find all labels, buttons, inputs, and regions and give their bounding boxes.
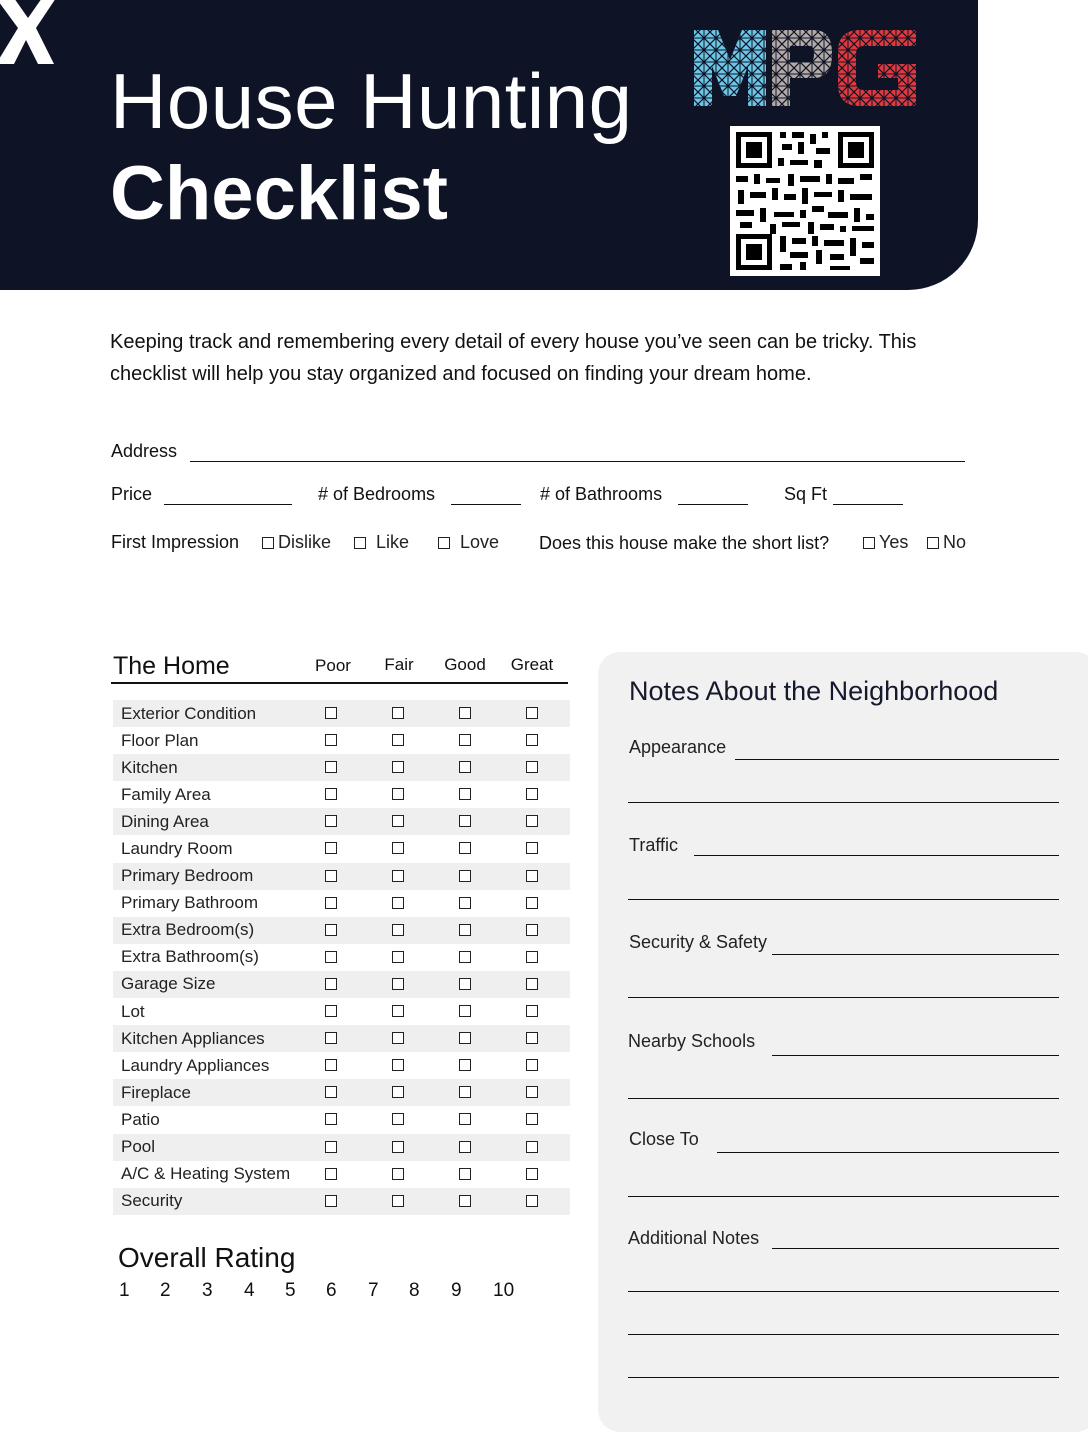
- table-row: [113, 1161, 570, 1188]
- notes-title: Notes About the Neighborhood: [629, 676, 999, 706]
- row-label: Lot: [121, 1001, 145, 1021]
- row-label: Extra Bedroom(s): [121, 920, 255, 940]
- table-row: [113, 835, 570, 862]
- good-checkbox[interactable]: [459, 1005, 471, 1017]
- bathrooms-label: # of Bathrooms: [540, 484, 663, 504]
- fair-checkbox[interactable]: [392, 1032, 404, 1044]
- great-checkbox[interactable]: [526, 924, 538, 936]
- additional-notes-line-4[interactable]: [628, 1377, 1059, 1378]
- good-checkbox[interactable]: [459, 1168, 471, 1180]
- poor-checkbox[interactable]: [325, 1113, 337, 1125]
- title-line-1: House Hunting: [110, 57, 633, 145]
- great-checkbox[interactable]: [526, 1005, 538, 1017]
- dislike-label: Dislike: [278, 532, 332, 552]
- great-checkbox[interactable]: [526, 707, 538, 719]
- fair-checkbox[interactable]: [392, 951, 404, 963]
- column-great: Great: [510, 655, 554, 674]
- good-checkbox[interactable]: [459, 1113, 471, 1125]
- qr-code: [730, 126, 880, 276]
- traffic-label: Traffic: [629, 835, 679, 855]
- poor-checkbox[interactable]: [325, 924, 337, 936]
- fair-checkbox[interactable]: [392, 734, 404, 746]
- fair-checkbox[interactable]: [392, 1195, 404, 1207]
- great-checkbox[interactable]: [526, 978, 538, 990]
- row-label: Laundry Appliances: [121, 1055, 270, 1075]
- great-checkbox[interactable]: [526, 1113, 538, 1125]
- fair-checkbox[interactable]: [392, 1005, 404, 1017]
- close-to-line-1[interactable]: [717, 1152, 1059, 1153]
- row-label: Kitchen: [121, 757, 178, 777]
- good-checkbox[interactable]: [459, 1141, 471, 1153]
- fair-checkbox[interactable]: [392, 1141, 404, 1153]
- home-section-title: The Home: [113, 652, 230, 680]
- table-row: [113, 700, 570, 727]
- additional-notes-line-1[interactable]: [772, 1248, 1059, 1249]
- rating-5[interactable]: 5: [285, 1280, 296, 1301]
- mpg-logo: [692, 26, 918, 110]
- great-checkbox[interactable]: [526, 842, 538, 854]
- row-label: Patio: [121, 1109, 160, 1129]
- poor-checkbox[interactable]: [325, 1032, 337, 1044]
- fair-checkbox[interactable]: [392, 1168, 404, 1180]
- impression-option-love[interactable]: [438, 532, 499, 553]
- fair-checkbox[interactable]: [392, 1086, 404, 1098]
- poor-checkbox[interactable]: [325, 842, 337, 854]
- good-checkbox[interactable]: [459, 897, 471, 909]
- price-input-line[interactable]: [164, 504, 292, 505]
- table-row: [113, 1025, 570, 1052]
- love-checkbox[interactable]: [438, 537, 450, 549]
- good-checkbox[interactable]: [459, 870, 471, 882]
- impression-option-like[interactable]: [354, 532, 409, 553]
- great-checkbox[interactable]: [526, 1168, 538, 1180]
- appearance-line-2[interactable]: [628, 802, 1059, 803]
- rating-1[interactable]: 1: [119, 1280, 130, 1301]
- additional-notes-label: Additional Notes: [628, 1228, 760, 1248]
- additional-notes-line-2[interactable]: [628, 1291, 1059, 1292]
- fair-checkbox[interactable]: [392, 815, 404, 827]
- fair-checkbox[interactable]: [392, 788, 404, 800]
- appearance-line-1[interactable]: [735, 759, 1059, 760]
- address-label: Address: [111, 441, 178, 461]
- security-safety-line-2[interactable]: [628, 997, 1059, 998]
- table-row: [113, 917, 570, 944]
- poor-checkbox[interactable]: [325, 1005, 337, 1017]
- good-checkbox[interactable]: [459, 1086, 471, 1098]
- great-checkbox[interactable]: [526, 897, 538, 909]
- overall-rating-scale: [119, 1280, 539, 1304]
- home-rating-table: [113, 700, 570, 1215]
- column-fair: Fair: [384, 655, 414, 674]
- poor-checkbox[interactable]: [325, 707, 337, 719]
- rating-3[interactable]: 3: [202, 1280, 213, 1301]
- poor-checkbox[interactable]: [325, 734, 337, 746]
- poor-checkbox[interactable]: [325, 1086, 337, 1098]
- good-checkbox[interactable]: [459, 978, 471, 990]
- row-label: Exterior Condition: [121, 703, 257, 723]
- rating-8[interactable]: 8: [409, 1280, 420, 1301]
- row-label: A/C & Heating System: [121, 1164, 291, 1184]
- bathrooms-input-line[interactable]: [678, 504, 748, 505]
- rating-2[interactable]: 2: [160, 1280, 171, 1301]
- yes-checkbox[interactable]: [863, 537, 875, 549]
- fair-checkbox[interactable]: [392, 1059, 404, 1071]
- poor-checkbox[interactable]: [325, 870, 337, 882]
- good-checkbox[interactable]: [459, 1195, 471, 1207]
- great-checkbox[interactable]: [526, 1195, 538, 1207]
- good-checkbox[interactable]: [459, 761, 471, 773]
- no-label: No: [943, 532, 967, 552]
- fair-checkbox[interactable]: [392, 897, 404, 909]
- sqft-input-line[interactable]: [833, 504, 903, 505]
- dislike-checkbox[interactable]: [262, 537, 274, 549]
- close-to-label: Close To: [629, 1129, 699, 1149]
- good-checkbox[interactable]: [459, 1032, 471, 1044]
- rating-7[interactable]: 7: [368, 1280, 379, 1301]
- address-input-line[interactable]: [190, 461, 965, 462]
- poor-checkbox[interactable]: [325, 1059, 337, 1071]
- like-label: Like: [376, 532, 410, 552]
- column-good: Good: [444, 655, 486, 674]
- good-checkbox[interactable]: [459, 707, 471, 719]
- row-label: Laundry Room: [121, 839, 233, 859]
- great-checkbox[interactable]: [526, 761, 538, 773]
- price-label: Price: [111, 484, 153, 504]
- good-checkbox[interactable]: [459, 951, 471, 963]
- great-checkbox[interactable]: [526, 1086, 538, 1098]
- row-label: Garage Size: [121, 974, 216, 994]
- rating-6[interactable]: 6: [326, 1280, 337, 1301]
- poor-checkbox[interactable]: [325, 1168, 337, 1180]
- row-label: Family Area: [121, 784, 211, 804]
- rating-9[interactable]: 9: [451, 1280, 462, 1301]
- yes-label: Yes: [879, 532, 909, 552]
- nearby-schools-line-1[interactable]: [772, 1055, 1059, 1056]
- title-line-2: Checklist: [110, 151, 448, 236]
- row-label: Security: [121, 1191, 183, 1211]
- good-checkbox[interactable]: [459, 815, 471, 827]
- great-checkbox[interactable]: [526, 1141, 538, 1153]
- row-label: Pool: [121, 1137, 156, 1157]
- table-row: [113, 727, 570, 754]
- short-list-option-yes[interactable]: [863, 532, 908, 553]
- great-checkbox[interactable]: [526, 1032, 538, 1044]
- table-row: [113, 971, 570, 998]
- rating-10[interactable]: 10: [493, 1280, 515, 1301]
- nearby-schools-line-2[interactable]: [628, 1098, 1059, 1099]
- row-label: Fireplace: [121, 1082, 191, 1102]
- poor-checkbox[interactable]: [325, 1141, 337, 1153]
- traffic-line-1[interactable]: [694, 855, 1059, 856]
- poor-checkbox[interactable]: [325, 978, 337, 990]
- security-safety-line-1[interactable]: [772, 954, 1059, 955]
- row-label: Dining Area: [121, 811, 209, 831]
- table-row: [113, 890, 570, 917]
- table-row: [113, 1188, 570, 1215]
- additional-notes-line-3[interactable]: [628, 1334, 1059, 1335]
- table-row: [113, 944, 570, 971]
- fair-checkbox[interactable]: [392, 924, 404, 936]
- fair-checkbox[interactable]: [392, 842, 404, 854]
- row-label: Extra Bathroom(s): [121, 947, 259, 967]
- no-checkbox[interactable]: [927, 537, 939, 549]
- great-checkbox[interactable]: [526, 1059, 538, 1071]
- nearby-schools-label: Nearby Schools: [628, 1031, 756, 1051]
- love-label: Love: [460, 532, 500, 552]
- table-row: [113, 1052, 570, 1079]
- home-header-rule: [111, 682, 568, 684]
- like-checkbox[interactable]: [354, 537, 366, 549]
- good-checkbox[interactable]: [459, 842, 471, 854]
- table-row: [113, 1079, 570, 1106]
- poor-checkbox[interactable]: [325, 951, 337, 963]
- great-checkbox[interactable]: [526, 788, 538, 800]
- appearance-label: Appearance: [629, 737, 727, 757]
- good-checkbox[interactable]: [459, 1059, 471, 1071]
- short-list-option-no[interactable]: [927, 532, 966, 553]
- overall-rating-title: Overall Rating: [118, 1242, 296, 1273]
- column-poor: Poor: [315, 656, 351, 675]
- poor-checkbox[interactable]: [325, 815, 337, 827]
- great-checkbox[interactable]: [526, 815, 538, 827]
- row-label: Primary Bathroom: [121, 893, 258, 913]
- fair-checkbox[interactable]: [392, 870, 404, 882]
- header-banner: [0, 0, 978, 290]
- table-row: [113, 863, 570, 890]
- row-label: Floor Plan: [121, 730, 199, 750]
- rating-4[interactable]: 4: [244, 1280, 255, 1301]
- great-checkbox[interactable]: [526, 734, 538, 746]
- short-list-question: Does this house make the short list?: [539, 533, 830, 553]
- poor-checkbox[interactable]: [325, 897, 337, 909]
- table-row: [113, 781, 570, 808]
- poor-checkbox[interactable]: [325, 788, 337, 800]
- table-row: [113, 754, 570, 781]
- great-checkbox[interactable]: [526, 951, 538, 963]
- table-row: [113, 808, 570, 835]
- brand-x-icon: [0, 0, 56, 64]
- good-checkbox[interactable]: [459, 924, 471, 936]
- impression-option-dislike[interactable]: [262, 532, 331, 553]
- intro-paragraph: Keeping track and remembering every detail of every house you’ve seen can be tricky. This checklist will help you stay organized and focused on finding your dream home.: [110, 331, 917, 385]
- bedrooms-input-line[interactable]: [451, 504, 521, 505]
- close-to-line-2[interactable]: [628, 1196, 1059, 1197]
- table-row: [113, 1106, 570, 1133]
- bedrooms-label: # of Bedrooms: [318, 484, 436, 504]
- fair-checkbox[interactable]: [392, 1113, 404, 1125]
- fair-checkbox[interactable]: [392, 707, 404, 719]
- first-impression-label: First Impression: [111, 532, 240, 552]
- good-checkbox[interactable]: [459, 788, 471, 800]
- poor-checkbox[interactable]: [325, 761, 337, 773]
- poor-checkbox[interactable]: [325, 1195, 337, 1207]
- row-label: Kitchen Appliances: [121, 1028, 265, 1048]
- security-safety-label: Security & Safety: [629, 932, 768, 952]
- fair-checkbox[interactable]: [392, 761, 404, 773]
- great-checkbox[interactable]: [526, 870, 538, 882]
- sqft-label: Sq Ft: [784, 484, 828, 504]
- fair-checkbox[interactable]: [392, 978, 404, 990]
- good-checkbox[interactable]: [459, 734, 471, 746]
- table-row: [113, 1134, 570, 1161]
- traffic-line-2[interactable]: [628, 899, 1059, 900]
- table-row: [113, 998, 570, 1025]
- row-label: Primary Bedroom: [121, 866, 254, 886]
